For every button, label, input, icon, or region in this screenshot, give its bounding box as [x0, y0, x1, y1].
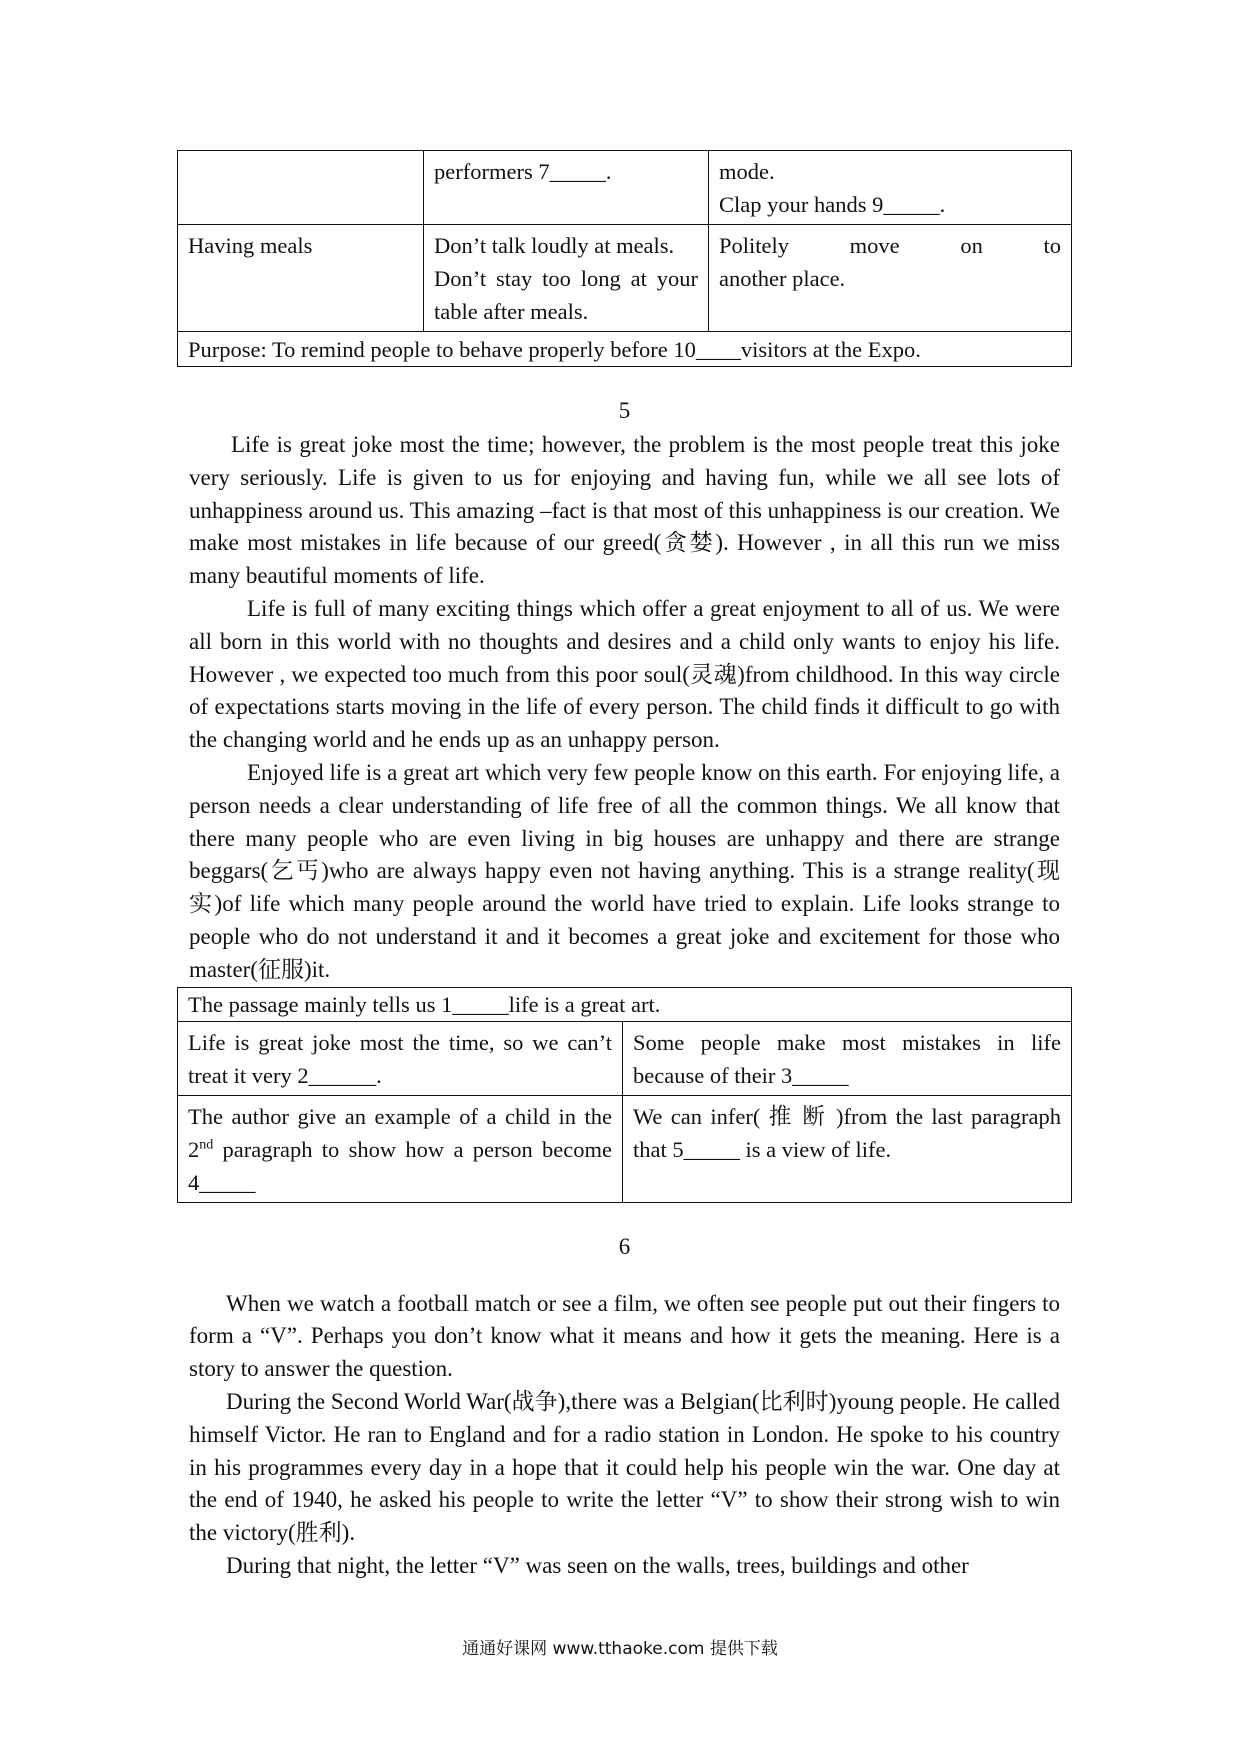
cell-text: The author give an example of a child in the 2: [188, 1103, 612, 1162]
etiquette-table: [177, 150, 1072, 367]
paragraph: When we watch a football match or see a film, we often see people put out their fingers to form a “V”. Perhaps you don’t know what it means and how it gets the meaning. Here is a story to answer the question.: [189, 1290, 1060, 1382]
table-cell: [178, 225, 424, 332]
cell-text: Clap your hands 9_____.: [719, 192, 946, 217]
table-cell: [424, 151, 709, 225]
paragraph: Life is great joke most the time; however, the problem is the most people treat this joke very seriously. Life is given to us for enjoying and having fun, while we all see lots of unhappiness around us. This amazing –fact is that most of this unhappiness is our creation. We make most mistakes in life because of our greed(贪婪). However , in all this run we miss many beautiful moments of life.: [189, 432, 1060, 589]
cell-text: Politely move on to: [719, 233, 1061, 258]
table-cell: [178, 151, 424, 225]
cell-text: Some people make most mistakes in life because of their 3_____: [633, 1029, 1061, 1088]
table-row: [178, 1095, 1072, 1202]
table-cell: [709, 225, 1072, 332]
cell-text: Having meals: [188, 233, 313, 258]
table-cell: [178, 987, 1072, 1021]
table-cell: [709, 151, 1072, 225]
cell-text: table after meals.: [434, 299, 589, 324]
cell-text: Life is great joke most the time, so we can’t treat it very 2______.: [188, 1029, 612, 1088]
purpose-text: Purpose: To remind people to behave properly before 10____visitors at the Expo.: [188, 337, 921, 362]
cell-text: paragraph to show how a person become 4_____: [188, 1136, 612, 1195]
table-row: [178, 225, 1072, 332]
table-cell: [623, 1021, 1072, 1095]
section-number: 5: [618, 398, 631, 423]
table-row: [178, 1021, 1072, 1095]
section-number: 6: [618, 1233, 631, 1259]
page-footer: 通通好课网 www.tthaoke.com 提供下载: [462, 1639, 778, 1659]
paragraph: Enjoyed life is a great art which very few people know on this earth. For enjoying life, a person needs a clear understanding of life free of all the common things. We all know that there many people who are even living in big houses are unhappy and there are strange beggars(乞丐)who are always happy even not having anything. This is a strange reality(现实)of life which many people around the world have tried to explain. Life looks strange to people who do not understand it and it becomes a great joke and excitement for those who master(征服)it.: [189, 759, 1060, 982]
paragraph: During that night, the letter “V” was seen on the walls, trees, buildings and other: [226, 1552, 969, 1578]
cell-text: Don’t talk loudly at meals.: [434, 233, 675, 258]
table-row: [178, 987, 1072, 1021]
table-cell: [178, 1021, 623, 1095]
table-cell: [178, 1095, 623, 1202]
table-row: [178, 332, 1072, 367]
cell-text: The passage mainly tells us 1_____life is a great art.: [188, 991, 661, 1017]
table-cell: [178, 332, 1072, 367]
cell-text: mode.: [719, 159, 775, 184]
cell-text: We can infer( 推 断 )from the last paragraph that 5_____ is a view of life.: [633, 1103, 1061, 1162]
superscript: nd: [199, 1137, 214, 1153]
cell-text: another place.: [719, 266, 846, 291]
table-cell: [623, 1095, 1072, 1202]
page-content: [177, 150, 1072, 1583]
cell-text: Don’t stay too long at your: [434, 266, 698, 291]
summary-table: [177, 987, 1072, 1203]
table-row: [178, 151, 1072, 225]
paragraph: Life is full of many exciting things which offer a great enjoyment to all of us. We were all born in this world with no thoughts and desires and a child only wants to enjoy his life. However , we expected too much from this poor soul(灵魂)from childhood. In this way circle of expectations starts moving in the life of every person. The child finds it difficult to go with the changing world and he ends up as an unhappy person.: [189, 595, 1060, 753]
table-cell: [424, 225, 709, 332]
paragraph: During the Second World War(战争),there was a Belgian(比利时)young people. He called himself Victor. He ran to England and for a radio station in London. He spoke to his country in his programmes every day in a hope that it could help his people win the war. One day at the end of 1940, he asked his people to write the letter “V” to show their strong wish to win the victory(胜利).: [189, 1388, 1060, 1546]
cell-text: performers 7_____.: [434, 159, 612, 184]
